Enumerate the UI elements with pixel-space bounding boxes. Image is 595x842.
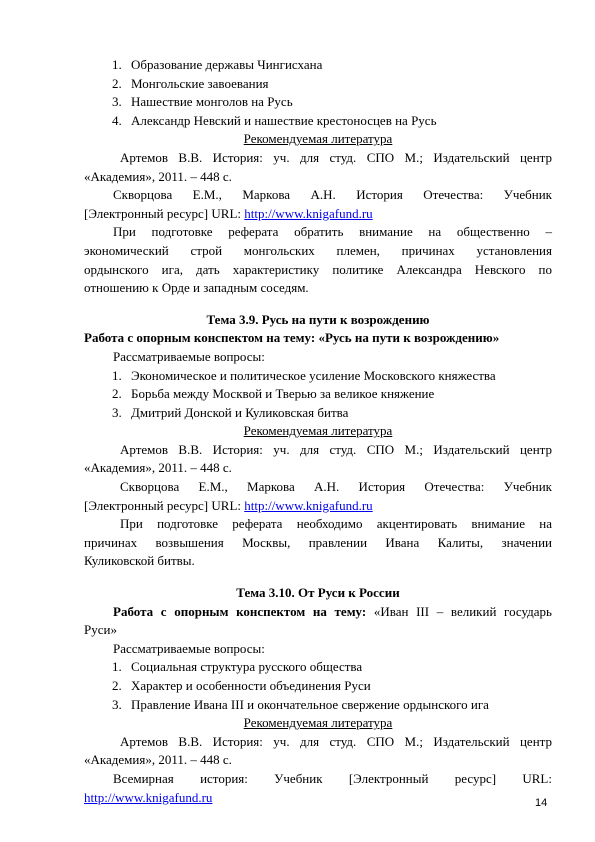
list-item: 2. Характер и особенности объединения Руси: [112, 678, 371, 693]
note-line: отношению к Орде и западным соседям.: [84, 280, 309, 296]
knigafund-link[interactable]: http://www.knigafund.ru: [244, 497, 373, 513]
list-item: 3. Правление Ивана III и окончательное свержение ордынского ига: [112, 696, 489, 712]
topic-list-mongols: [84, 56, 552, 130]
recommended-literature-heading: Рекомендуемая литература: [243, 131, 393, 147]
note-line: ордынского ига, дать характеристику политике Александра Невского по: [84, 261, 552, 277]
list-item: 1. Социальная структура русского общества: [112, 659, 363, 675]
note-line: Куликовской битвы.: [84, 553, 195, 569]
knigafund-link[interactable]: http://www.knigafund.ru: [84, 789, 213, 805]
work-topic: Работа с опорным конспектом на тему: «Иван III – великий государь: [113, 603, 552, 619]
literature-line: Всемирная история: Учебник [Электронный ресурс] URL:: [113, 770, 552, 786]
literature-line: [Электронный ресурс] URL: http://www.knigafund.ru: [84, 497, 373, 513]
questions-label: Рассматриваемые вопросы:: [113, 348, 265, 364]
topic-list-russia: [84, 658, 552, 714]
literature-line: «Академия», 2011. – 448 с.: [84, 460, 232, 476]
note-line: При подготовке реферата обратить внимание на общественно –: [113, 224, 552, 240]
literature-line: Скворцова Е.М., Маркова А.Н. История Отечества: Учебник: [113, 187, 552, 203]
literature-line: Артемов В.В. История: уч. для студ. СПО М.; Издательский центр: [120, 149, 552, 165]
list-item: 1. Образование державы Чингисхана: [112, 57, 323, 72]
literature-line: [Электронный ресурс] URL: http://www.knigafund.ru: [84, 205, 373, 221]
literature-line: [84, 789, 552, 808]
literature-line: Артемов В.В. История: уч. для студ. СПО М.; Издательский центр: [120, 441, 552, 457]
section-title: Тема 3.10. От Руси к России: [236, 585, 400, 601]
section-title: Тема 3.9. Русь на пути к возрождению: [206, 311, 430, 327]
list-item: 1. Экономическое и политическое усиление Московского княжества: [112, 367, 496, 383]
note-line: При подготовке реферата необходимо акцентировать внимание на: [120, 516, 552, 532]
list-item: 3. Дмитрий Донской и Куликовская битва: [112, 404, 349, 420]
list-item: 2. Монгольские завоевания: [112, 75, 269, 91]
note-line: причинах возвышения Москвы, правлении Ивана Калиты, значении: [84, 534, 552, 550]
literature-line: «Академия», 2011. – 448 с.: [84, 168, 232, 184]
list-item: 2. Борьба между Москвой и Тверью за великое княжение: [112, 386, 435, 402]
topic-list-revival: [84, 367, 552, 423]
note-line: экономический строй монгольских племен, причинах установления: [84, 242, 552, 258]
literature-line: Артемов В.В. История: уч. для студ. СПО М.; Издательский центр: [120, 733, 552, 749]
work-topic-continued: Руси»: [84, 622, 117, 638]
questions-label: Рассматриваемые вопросы:: [113, 640, 265, 656]
recommended-literature-heading: Рекомендуемая литература: [243, 423, 393, 439]
document-page: [84, 56, 552, 807]
list-item: 3. Нашествие монголов на Русь: [112, 94, 293, 110]
knigafund-link[interactable]: http://www.knigafund.ru: [244, 205, 373, 221]
literature-line: Скворцова Е.М., Маркова А.Н. История Отечества: Учебник: [120, 479, 552, 495]
page-number: 14: [535, 797, 548, 809]
recommended-literature-heading: Рекомендуемая литература: [243, 715, 393, 731]
list-item: 4. Александр Невский и нашествие крестоносцев на Русь: [112, 112, 437, 128]
work-topic: Работа с опорным конспектом на тему: «Русь на пути к возрождению»: [84, 330, 500, 346]
literature-line: «Академия», 2011. – 448 с.: [84, 752, 232, 768]
